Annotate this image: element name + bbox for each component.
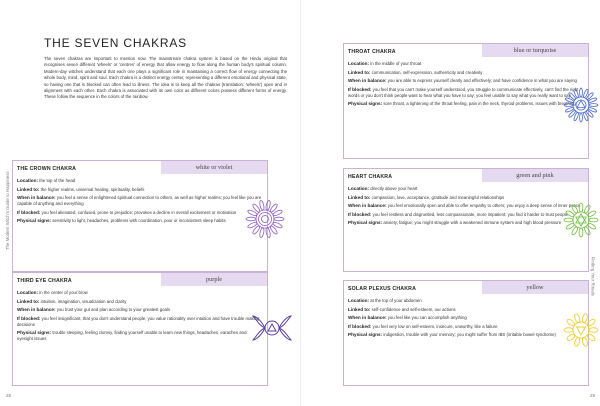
mandala-petal [564,218,573,222]
balance-row: When in balance: you feel emotionally open and able to offer empathy to others; you enjoy a deep sense of inner peace [348,203,581,209]
crown-chakra-card [12,160,268,272]
card-header [344,281,588,294]
blocked-row: If blocked: you feel that you can't make yourself understood, you struggle to communicate effectively, can't find the right words or you don't think people want to hear what you have to say; you feel unable to say what you really want to say [348,86,579,98]
physical-row: Physical signs: trouble sleeping, feeling clumsy, finding yourself unable to learn new things, headaches, earaches and eyesight issues [17,330,247,341]
page-title: THE SEVEN CHAKRAS [44,36,187,50]
physical-row: Physical signs: sore throat, a tightening of the throat feeling, pain in the neck, thyroid problems, issues with breathing [348,101,576,107]
throat-chakra-mandala-icon [561,85,600,125]
card-header [344,44,588,57]
linked-row: Linked to: the higher realms, universal healing, spirituality, beliefs [17,186,145,192]
third-eye-chakra-symbol-icon [252,308,292,348]
heart-chakra-mandala-icon [561,200,600,240]
chakra-color-name: blue or turquoise [482,44,588,57]
mandala-petal [586,318,596,327]
chakra-color-name: yellow [482,281,588,294]
heart-chakra-card [343,168,589,272]
chakra-name: THROAT CHAKRA [348,49,396,55]
blocked-row: If blocked: you feel insignificant, that you don't understand people, you value rationality over intuition and have trouble making decisions [17,315,260,327]
third-eye-chakra-card [12,272,268,386]
chakra-name: HEART CHAKRA [348,174,393,180]
mandala-petal [566,333,576,342]
physical-row: Physical signs: anxiety, fatigue; you might struggle with a weakened immune system and high blood pressure [348,220,562,226]
chakra-color-name: purple [161,273,267,286]
linked-row: Linked to: intuition, imagination, visualization and clarity [17,298,127,304]
balance-row: When in balance: you feel like you can accomplish anything [348,315,467,321]
location-row: Location: the top of the head [17,178,76,183]
location-row: Location: directly above your heart [348,186,418,191]
mandala-petal [265,227,271,238]
throat-chakra-card [343,43,589,159]
card-header [344,169,588,182]
blocked-row: If blocked: you feel very low on self-esteem, insecure, unworthy, like a failure [348,323,498,329]
mandala-petal [246,217,256,221]
card-header [13,161,267,174]
location-row: Location: in the middle of your throat [348,61,422,66]
balance-row: When in balance: you trust your gut and plan according to your greatest goals [17,307,170,313]
right-page [300,0,600,406]
location-row: Location: at the top of your abdomen [348,298,422,303]
mandala-petal [564,104,573,107]
mandala-petal [259,227,265,238]
physical-row: Physical signs: indigestion, trouble with your memory; you might suffer from IBS (irritable bowel syndrome) [348,332,556,338]
mandala-petal [586,92,594,100]
card-header [13,273,267,286]
chakra-name: THE CROWN CHAKRA [17,166,77,172]
physical-row: Physical signs: sensitivity to light, headaches, problems with coordination, poor or inconsistent sleep habits [17,218,226,224]
mandala-petal [589,218,598,222]
left-running-head: The Modern Witch's Guide to Happiness [5,171,10,250]
chakra-color-name: white or violet [161,161,267,174]
intro-paragraph: The seven chakras are important to mention now. The mainstream chakra system is based on the Hindu original that recognises seven different 'wheels' or 'centres' of energy that allow energy to flow along the human body's spiritual column. Modern-day witches understand that each one plays a significant role in maintaining a correct flow of energy connecting the whole body, mind, spirit and soul. Each chakra is a distinct energy center, representing a different emotional and physical state, so having one that is blocked can often lead to illness. The idea is to keep all the chakras (translation: 'wheels') open and in alignment with each other. Each chakra is associated with its own color as different colors possess different forms of energy. These follow the sequence in the colors of the rainbow. [44,56,287,100]
balance-row: When in balance: you are able to express yourself clearly and effectively; and have confidence in what you are saying [348,78,577,84]
solar-plexus-chakra-mandala-icon [561,310,600,350]
mandala-petal [580,113,583,122]
chakra-name: THIRD EYE CHAKRA [17,278,72,284]
balance-row: When in balance: you feel a sense of enlightened spiritual connection to others, as well as higher realms; you feel like you are capable of anything and everything [17,195,262,206]
chakra-name: SOLAR PLEXUS CHAKRA [348,286,417,292]
mandala-petal [586,333,596,342]
linked-row: Linked to: self-confidence and self-esteem, our actions [348,306,456,312]
mandala-petal [589,328,598,333]
mandala-petal [574,337,581,347]
linked-row: Linked to: compassion, love, acceptance, gratitude and meaningful relationships [348,194,505,200]
right-page-number: 29 [589,393,595,398]
mandala-petal [579,203,583,212]
mandala-petal [581,313,588,323]
mandala-petal [568,92,576,100]
blocked-row: If blocked: you feel restless and disgruntled, less compassionate, more impatient; you find it harder to trust people [348,211,569,217]
mandala-petal [265,200,271,211]
solar-plexus-chakra-card [343,280,589,386]
crown-chakra-mandala-icon [243,197,287,241]
mandala-petal [581,337,588,347]
blocked-row: If blocked: you feel alienated, confused, prone to prejudice; provokes a decline in overall excitement or motivation [17,209,237,215]
mandala-petal [579,228,583,237]
mandala-petal [566,318,576,327]
mandala-petal [259,200,265,211]
right-running-head: Finding Your Rituals [590,256,595,296]
mandala-petal [568,110,576,118]
mandala-petal [586,110,594,118]
location-row: Location: in the center of your brow [17,290,88,295]
mandala-petal [564,328,573,333]
left-page-number: 28 [6,393,12,398]
mandala-petal [580,88,583,97]
mandala-petal [574,313,581,323]
mandala-petal [589,104,598,107]
chakra-color-name: green and pink [482,169,588,182]
linked-row: Linked to: communication, self-expression, authenticity and creativity [348,69,483,75]
mandala-petal [274,217,284,221]
